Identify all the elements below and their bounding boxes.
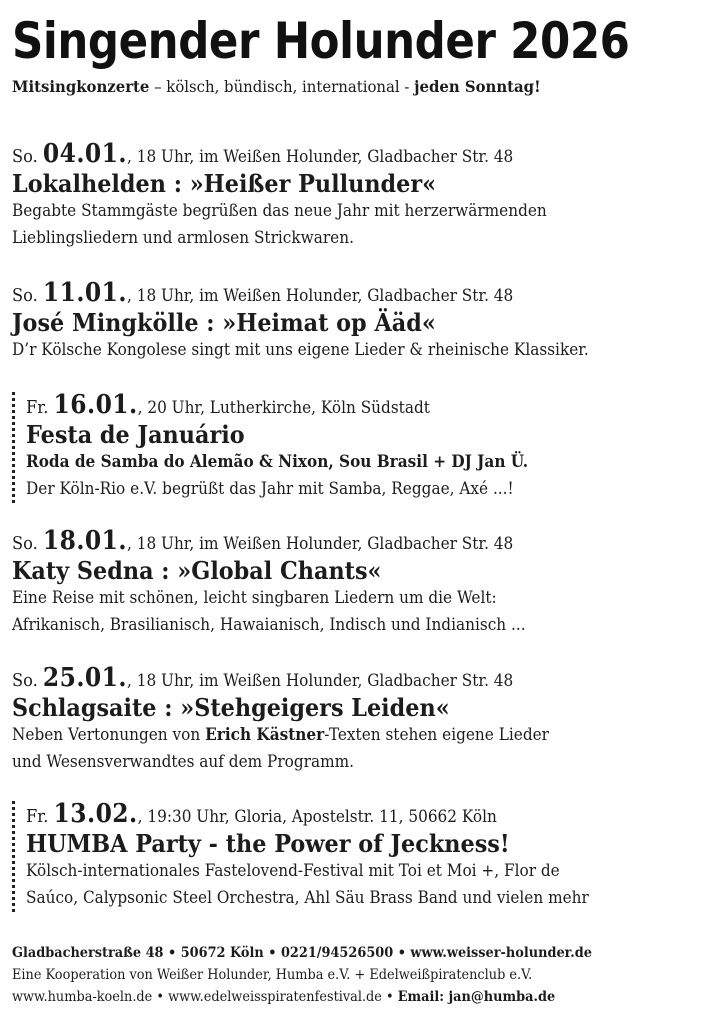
event-date: 16.01.	[53, 390, 138, 420]
event-description-line: Lieblingsliedern und armlosen Strickwaren.	[12, 228, 354, 248]
event-dateline	[12, 141, 629, 170]
event-lineup: Roda de Samba do Alemão & Nixon, Sou Brasil + DJ Jan Ü.	[26, 452, 529, 472]
footer-address	[12, 942, 647, 964]
event-desc-author: Erich Kästner	[205, 725, 325, 745]
event-info: , 18 Uhr, im Weißen Holunder, Gladbacher Str. 48	[126, 147, 514, 167]
page-title: Singender Holunder 2026	[12, 12, 630, 70]
event-day: Fr.	[26, 806, 54, 827]
event-description-line: Begabte Stammgäste begrüßen das neue Jahr mit herzerwärmenden	[12, 201, 547, 221]
event-description-line	[12, 722, 629, 749]
event-description-line: Saúco, Calypsonic Steel Orchestra, Ahl Säu Brass Band und vielen mehr	[26, 888, 589, 908]
event-info: , 18 Uhr, im Weißen Holunder, Gladbacher Str. 48	[126, 286, 514, 306]
event-info: , 20 Uhr, Lutherkirche, Köln Südstadt	[137, 398, 430, 418]
event-description-line	[26, 449, 631, 476]
event-dateline	[26, 392, 631, 421]
footer-websites: www.humba-koeln.de • www.edelweisspiratenfestival.de •	[12, 989, 398, 1005]
event-date: 04.01.	[42, 139, 127, 169]
event-date: 25.01.	[42, 663, 127, 693]
footer-email: Email: jan@humba.de	[397, 989, 556, 1005]
page-subtitle	[12, 76, 541, 98]
event-title: HUMBA Party - the Power of Jeckness!	[26, 829, 510, 858]
event-info: , 19:30 Uhr, Gloria, Apostelstr. 11, 50662 Köln	[137, 807, 497, 827]
event-title: Schlagsaite : »Stehgeigers Leiden«	[12, 693, 450, 722]
event-day: So.	[12, 670, 43, 691]
subtitle-every-sunday: jeden Sonntag!	[414, 77, 541, 96]
event-description-line: Eine Reise mit schönen, leicht singbaren Liedern um die Welt:	[12, 588, 497, 608]
event-day: So.	[12, 533, 43, 554]
event-description-line: Der Köln-Rio e.V. begrüßt das Jahr mit Samba, Reggae, Axé ...!	[26, 479, 514, 499]
subtitle-concerts: Mitsingkonzerte	[12, 77, 150, 96]
event-4	[12, 528, 698, 639]
event-3	[12, 392, 698, 503]
event-dateline	[12, 528, 629, 557]
event-title: Katy Sedna : »Global Chants«	[12, 556, 382, 585]
event-dateline	[26, 801, 631, 830]
event-title: José Mingkölle : »Heimat op Ääd«	[12, 308, 436, 337]
event-description-line: Kölsch-internationales Fastelovend-Festival mit Toi et Moi +, Flor de	[26, 861, 560, 881]
event-desc-part: -Texten stehen eigene Lieder	[324, 725, 549, 745]
event-title: Lokalhelden : »Heißer Pullunder«	[12, 169, 437, 198]
event-2	[12, 280, 698, 364]
event-5	[12, 665, 698, 776]
event-day: So.	[12, 146, 43, 167]
event-description-line: D’r Kölsche Kongolese singt mit uns eigene Lieder & rheinische Klassiker.	[12, 340, 589, 360]
footer-links	[12, 986, 647, 1008]
event-dateline	[12, 280, 629, 309]
footer-address-text: Gladbacherstraße 48 • 50672 Köln • 0221/94526500 • www.weisser-holunder.de	[12, 945, 592, 961]
event-6	[12, 801, 698, 912]
event-desc-part: Neben Vertonungen von	[12, 725, 206, 745]
event-description-line: und Wesensverwandtes auf dem Programm.	[12, 752, 354, 772]
event-description-line: Afrikanisch, Brasilianisch, Hawaianisch, Indisch und Indianisch ...	[12, 615, 526, 635]
event-date: 11.01.	[42, 278, 127, 308]
event-date: 13.02.	[53, 799, 138, 829]
event-day: So.	[12, 285, 43, 306]
event-dateline	[12, 665, 629, 694]
footer-cooperation: Eine Kooperation von Weißer Holunder, Humba e.V. + Edelweißpiratenclub e.V.	[12, 967, 533, 983]
event-date: 18.01.	[42, 526, 127, 556]
event-title: Festa de Januário	[26, 420, 245, 449]
event-day: Fr.	[26, 397, 54, 418]
footer	[12, 942, 702, 1008]
event-1	[12, 141, 698, 252]
event-info: , 18 Uhr, im Weißen Holunder, Gladbacher Str. 48	[126, 534, 514, 554]
event-info: , 18 Uhr, im Weißen Holunder, Gladbacher Str. 48	[126, 671, 514, 691]
subtitle-genres: – kölsch, bündisch, international -	[149, 77, 415, 96]
